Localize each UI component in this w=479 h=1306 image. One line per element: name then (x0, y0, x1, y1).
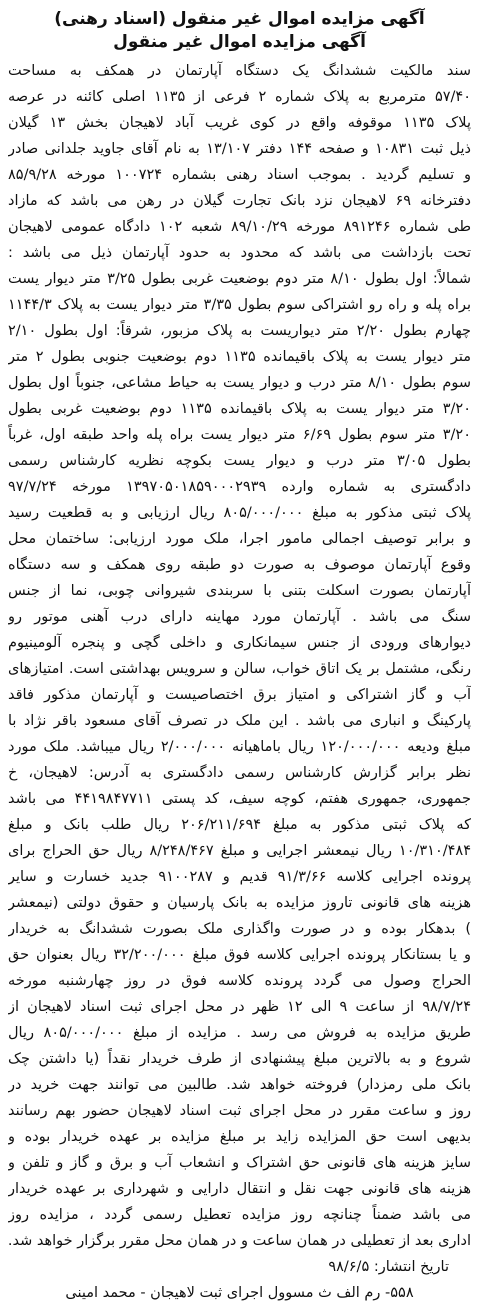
body-line: تحت بازداشت می باشد که محدود به حدود آپارتمان ذیل می باشد : (8, 245, 471, 261)
body-line: و یا بستانکار پرونده اجرایی کلاسه فوق مبلغ ۳۲/۲۰۰/۰۰۰ ریال بعنوان حق (8, 947, 471, 963)
body-line: دیوارهای ورودی از جنس سیمانکاری و داخلی گچی و پنجره آلومینیوم (8, 635, 471, 651)
body-line: سایز هزینه های قانونی حق اشتراک و انشعاب آب و برق و گاز و تلفن و (8, 1155, 471, 1171)
body-line: مبلغ ودیعه ۱۲۰/۰۰۰/۰۰۰ ریال باماهیانه ۲/۰۰۰/۰۰۰ ریال میباشد. ملک مورد (8, 739, 471, 755)
body-line: جمهوری، جمهوری هفتم، کوچه سیف، کد پستی ۴۴۱۹۸۴۷۷۱۱ می باشد (8, 791, 471, 807)
body-line: ۵۷/۴۰ مترمربع به پلاک شماره ۲ فرعی از ۱۱۳۵ اصلی کائنه در عرصه (8, 89, 471, 105)
body-line: ذیل ثبت ۱۰۸۳۱ و صفحه ۱۴۴ دفتر ۱۳/۱۰۷ به نام آقای جاوید جلدانی صادر (8, 141, 471, 157)
body-line: روز و ساعت مقرر در محل اجرای ثبت اسناد لاهیجان حضور بهم رسانند (8, 1103, 471, 1119)
body-line: آپارتمان بصورت اسکلت بتنی با سربندی شیروانی چوبی، نما از جنس (8, 583, 471, 599)
body-line: نظر برابر گزارش کارشناس رسمی دادگستری به آدرس: لاهیجان، خ (8, 765, 471, 781)
body-line: متر دیوار یست به پلاک باقیمانده ۱۱۳۵ دوم بوضعیت جنوبی بطول ۲ متر (8, 349, 471, 365)
notice-header (8, 8, 471, 54)
body-line: بانک ملی رمزدار) فروخته خواهد شد. طالبین می توانند جهت خرید در (8, 1077, 471, 1093)
body-line: ۳/۲۰ متر سوم بطول ۶/۶۹ متر دیوار یست براه پله واحد طبقه اول، غرباً (8, 427, 471, 443)
notice-title-secondary: آگهی مزایده اموال غیر منقول (113, 32, 366, 52)
body-line: طریق مزایده به فروش می رسد . مزایده از مبلغ ۸۰۵/۰۰۰/۰۰۰ ریال (8, 1025, 471, 1041)
body-line: چهارم بطول ۲/۲۰ متر دیواریست به پلاک مزبور، شرقاً: اول بطول ۲/۱۰ (8, 323, 471, 339)
body-line: و تسلیم گردید . بموجب اسناد رهنی بشماره ۱۰۰۷۲۴ مورخه ۸۵/۹/۲۸ (8, 167, 471, 183)
body-line: بطول ۳/۰۵ متر درب و دیوار یست بکوچه نظریه کارشناس رسمی (8, 453, 471, 469)
signature-line: ۵۵۸- رم الف ث مسوول اجرای ثبت لاهیجان - محمد امینی (65, 1285, 414, 1301)
body-line: بدیهی است حق المزایده زاید بر مبلغ مزایده بر عهده خریدار بوده و (8, 1129, 471, 1145)
body-line: دادگستری به شماره وارده ۱۳۹۷۰۵۰۱۸۵۹۰۰۰۲۹۳۹ مورخه ۹۷/۷/۲۴ (8, 479, 471, 495)
body-line: اداری بعد از تعطیلی در همان ساعت و در همان محل مقرر برگزار خواهد شد. (8, 1233, 471, 1249)
publication-date: تاریخ انتشار: ۹۸/۶/۵ (328, 1259, 449, 1275)
body-line: سند مالکیت ششدانگ یک دستگاه آپارتمان در همکف به مساحت (8, 63, 471, 79)
body-line: پلاک ۱۱۳۵ موقوفه واقع در کوی غریب آباد لاهیجان بخش ۱۳ گیلان (8, 115, 471, 131)
body-line: سوم بطول ۸/۱۰ متر درب و دیوار یست به حیاط مشاعی، جنوباً اول بطول (8, 375, 471, 391)
body-line: آب و گاز اشتراکی و امتیاز برق اختصاصیست و آپارتمان مذکور فاقد (8, 687, 471, 703)
body-line: ) بدهکار بوده و در صورت واگذاری ملک بصورت ششدانگ به خریدار (8, 921, 471, 937)
body-line: وقوع آپارتمان موصوف به صورت دو طبقه روی همکف و سه دستگاه (8, 557, 471, 573)
body-line: می باشد ضمناً چنانچه روز مزایده تعطیل رسمی گردد ، مزایده روز (8, 1207, 471, 1223)
body-line: که پلاک ثبتی مذکور به مبلغ ۲۰۶/۲۱۱/۶۹۴ ریال طلب بانک و مبلغ (8, 817, 471, 833)
body-line: و برابر توصیف اجمالی مامور اجرا، ملک مورد ارزیابی: ساختمان محل (8, 531, 471, 547)
body-line: براه پله و راه رو اشتراکی سوم بطول ۳/۳۵ متر دیوار یست به پلاک ۱۱۴۴/۳ (8, 297, 471, 313)
body-line: دفترخانه ۶۹ لاهیجان نزد بانک تجارت گیلان در رهن می باشد که مازاد (8, 193, 471, 209)
body-line: رنگی، مشتمل بر یک اتاق خواب، سالن و سرویس بهداشتی است. امتیازهای (8, 661, 471, 677)
body-line: ۳/۲۰ متر دیوار یست به پلاک باقیمانده ۱۱۳۵ دوم بوضعیت غربی بطول (8, 401, 471, 417)
body-line: پلاک ثبتی مذکور به مبلغ ۸۰۵/۰۰۰/۰۰۰ ریال ارزیابی و به قطعیت رسید (8, 505, 471, 521)
body-line: پارکینگ و انباری می باشد . این ملک در تصرف آقای مسعود باقر نژاد با (8, 713, 471, 729)
body-line: شمالاً: اول بطول ۸/۱۰ متر دوم بوضعیت غربی بطول ۳/۲۵ متر دیوار یست (8, 271, 471, 287)
body-line: شروع و به بالاترین مبلغ پیشنهادی از طرف خریدار نقداً (یا داشتن چک (8, 1051, 471, 1067)
notice-footer (8, 1254, 471, 1306)
body-line: ۹۸/۷/۲۴ از ساعت ۹ الی ۱۲ ظهر در محل اجرای ثبت اسناد لاهیجان از (8, 999, 471, 1015)
body-line: هزینه های قانونی جهت نقل و انتقال دارایی و شهرداری بر عهده خریدار (8, 1181, 471, 1197)
body-line: سنگ می باشد . آپارتمان مورد مهاینه دارای درب آهنی موتور رو (8, 609, 471, 625)
body-line: ۱۰/۳۱۰/۴۸۴ ریال نیمعشر اجرایی و مبلغ ۸/۲۴۸/۴۶۷ ریال حق الحراج برای (8, 843, 471, 859)
notice-body (8, 58, 471, 1254)
body-line: طی شماره ۸۹۱۲۴۶ مورخه ۸۹/۱۰/۲۹ شعبه ۱۰۲ دادگاه عمومی لاهیجان (8, 219, 471, 235)
body-line: پرونده اجرایی کلاسه ۹۱/۳/۶۶ قدیم و ۹۱۰۰۲۸۷ جدید خسارت و سایر (8, 869, 471, 885)
notice-title-primary: آگهی مزایده اموال غیر منقول (اسناد رهنی) (54, 9, 425, 29)
body-line: الحراج وصول می گردد پرونده کلاسه فوق در روز چهارشنبه مورخه (8, 973, 471, 989)
body-line: هزینه های قانونی تاروز مزایده به بانک پارسیان و حقوق دولتی (نیمعشر (8, 895, 471, 911)
